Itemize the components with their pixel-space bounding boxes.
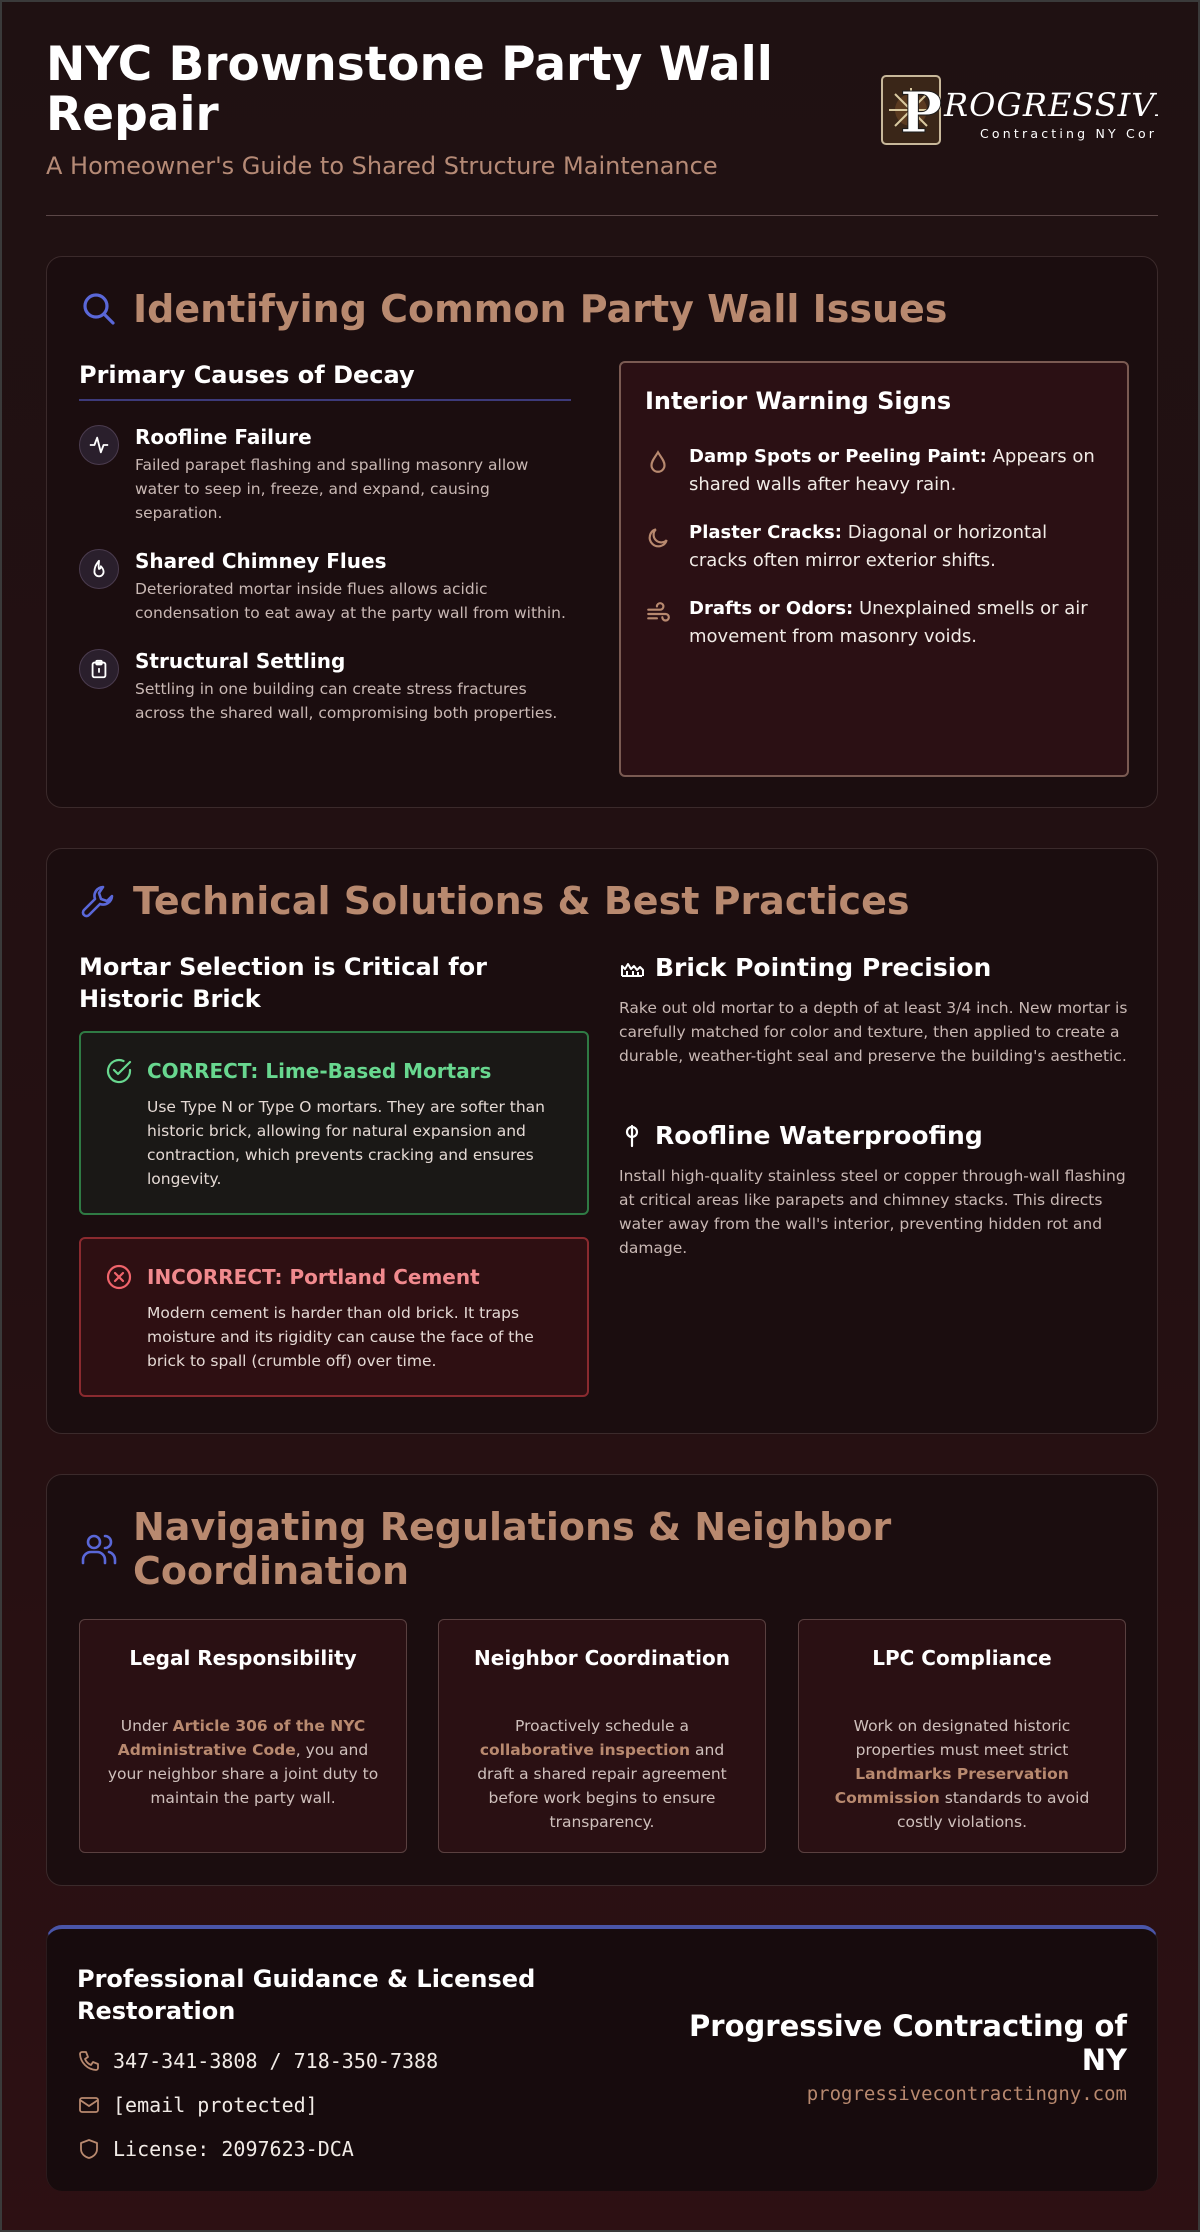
causes-section — [79, 361, 571, 725]
crack-icon — [645, 525, 671, 551]
check-circle-icon — [105, 1057, 133, 1085]
svg-text:P: P — [900, 80, 943, 146]
incorrect-title: INCORRECT: Portland Cement — [147, 1265, 480, 1289]
incorrect-desc: Modern cement is harder than old brick. It traps moisture and its rigidity can cause the face of the brick to spall (crumble off) over time. — [147, 1304, 534, 1370]
regulation-desc: Proactively schedule a collaborative inspection and draft a shared repair agreement before work begins to ensure transparency. — [477, 1717, 727, 1831]
page-title: NYC Brownstone Party Wall Repair — [46, 37, 773, 142]
website-link[interactable]: progressivecontractingny.com — [806, 2083, 1127, 2105]
warning-item — [645, 595, 1105, 651]
x-circle-icon — [105, 1263, 133, 1291]
warning-text: Plaster Cracks: Diagonal or horizontal cracks often mirror exterior shifts. — [689, 522, 1048, 571]
correct-title: CORRECT: Lime-Based Mortars — [147, 1059, 492, 1083]
cause-title: Shared Chimney Flues — [135, 549, 387, 573]
shield-icon — [77, 2137, 101, 2161]
cause-item — [79, 549, 571, 625]
header — [46, 37, 1158, 216]
regulation-title: Neighbor Coordination — [474, 1646, 730, 1670]
umbrella-icon — [619, 1123, 645, 1149]
cause-desc: Settling in one building can create stress fractures across the shared wall, compromising both properties. — [135, 680, 558, 722]
search-icon — [79, 289, 119, 329]
phone-icon — [77, 2049, 101, 2073]
solutions-card — [46, 848, 1158, 1434]
regulation-desc: Under Article 306 of the NYC Administrative Code, you and your neighbor share a joint duty to maintain the party wall. — [107, 1717, 379, 1807]
users-icon — [79, 1529, 119, 1569]
regulation-column — [438, 1619, 766, 1853]
cause-desc: Failed parapet flashing and spalling masonry allow water to seep in, freeze, and expand, causing separation. — [135, 456, 529, 522]
brick-wall-icon — [619, 955, 645, 981]
company-logo — [878, 74, 1158, 146]
solutions-heading — [79, 879, 909, 923]
wind-icon — [645, 601, 671, 627]
email-address[interactable]: [email protected] — [113, 2093, 318, 2117]
waterproofing-section — [619, 1121, 1129, 1260]
email-line[interactable] — [77, 2093, 318, 2117]
svg-text:Contracting NY Corp.: Contracting NY Corp. — [980, 126, 1158, 141]
regulations-heading — [79, 1505, 913, 1593]
footer — [46, 1925, 1158, 2191]
correct-desc: Use Type N or Type O mortars. They are softer than historic brick, allowing for natural expansion and contraction, which prevents cracking and ensures longevity. — [147, 1098, 546, 1188]
svg-text:ROGRESSIVE: ROGRESSIVE — [944, 86, 1158, 124]
solutions-title: Technical Solutions & Best Practices — [133, 879, 910, 923]
correct-mortar-box — [79, 1031, 589, 1215]
page-subtitle: A Homeowner's Guide to Shared Structure Maintenance — [46, 152, 718, 180]
regulation-title: Legal Responsibility — [129, 1646, 357, 1670]
warning-item — [645, 519, 1105, 575]
warning-signs-box — [619, 361, 1129, 777]
regulations-title: Navigating Regulations & Neighbor Coordination — [133, 1505, 892, 1593]
company-name: Progressive Contracting of NY — [689, 2009, 1127, 2077]
cause-title: Roofline Failure — [135, 425, 312, 449]
footer-brand — [647, 2009, 1127, 2105]
license-number: License: 2097623-DCA — [113, 2137, 354, 2161]
regulation-title: LPC Compliance — [872, 1646, 1052, 1670]
incorrect-mortar-box — [79, 1237, 589, 1397]
license-line — [77, 2137, 354, 2161]
warning-item — [645, 443, 1105, 499]
cause-title: Structural Settling — [135, 649, 346, 673]
issues-title: Identifying Common Party Wall Issues — [133, 287, 948, 331]
phone-line[interactable] — [77, 2049, 438, 2073]
waterproofing-desc: Install high-quality stainless steel or copper through-wall flashing at critical areas like parapets and chimney stacks. This directs water away from the wall's interior, preventing hidden rot and damage. — [619, 1167, 1126, 1257]
clipboard-icon — [79, 649, 119, 689]
droplet-icon — [645, 449, 671, 475]
warning-text: Drafts or Odors: Unexplained smells or air movement from masonry voids. — [689, 598, 1088, 647]
regulations-card — [46, 1474, 1158, 1886]
wrench-icon — [79, 881, 119, 921]
issues-heading — [79, 287, 947, 331]
pointing-desc: Rake out old mortar to a depth of at least 3/4 inch. New mortar is carefully matched for color and texture, then applied to create a durable, weather-tight seal and preserve the building's aesthetic. — [619, 999, 1128, 1065]
cause-item — [79, 649, 571, 725]
regulation-column — [79, 1619, 407, 1853]
mortar-heading: Mortar Selection is Critical for Historic Brick — [79, 953, 487, 1013]
pointing-section — [619, 953, 1129, 1068]
regulation-column — [798, 1619, 1126, 1853]
cause-item — [79, 425, 571, 525]
activity-icon — [79, 425, 119, 465]
mortar-section — [79, 951, 587, 1370]
causes-heading: Primary Causes of Decay — [79, 361, 571, 401]
pointing-title: Brick Pointing Precision — [655, 953, 992, 982]
warning-text: Damp Spots or Peeling Paint: Appears on shared walls after heavy rain. — [689, 446, 1095, 495]
waterproofing-title: Roofline Waterproofing — [655, 1121, 983, 1150]
mail-icon — [77, 2093, 101, 2117]
footer-heading: Professional Guidance & Licensed Restoration — [77, 1965, 536, 2025]
cause-desc: Deteriorated mortar inside flues allows acidic condensation to eat away at the party wall from within. — [135, 580, 566, 622]
phone-number[interactable]: 347-341-3808 / 718-350-7388 — [113, 2049, 439, 2073]
flame-icon — [79, 549, 119, 589]
regulation-desc: Work on designated historic properties must meet strict Landmarks Preservation Commission standards to avoid costly violations. — [834, 1717, 1090, 1831]
issues-card — [46, 256, 1158, 808]
warning-heading: Interior Warning Signs — [645, 387, 952, 415]
